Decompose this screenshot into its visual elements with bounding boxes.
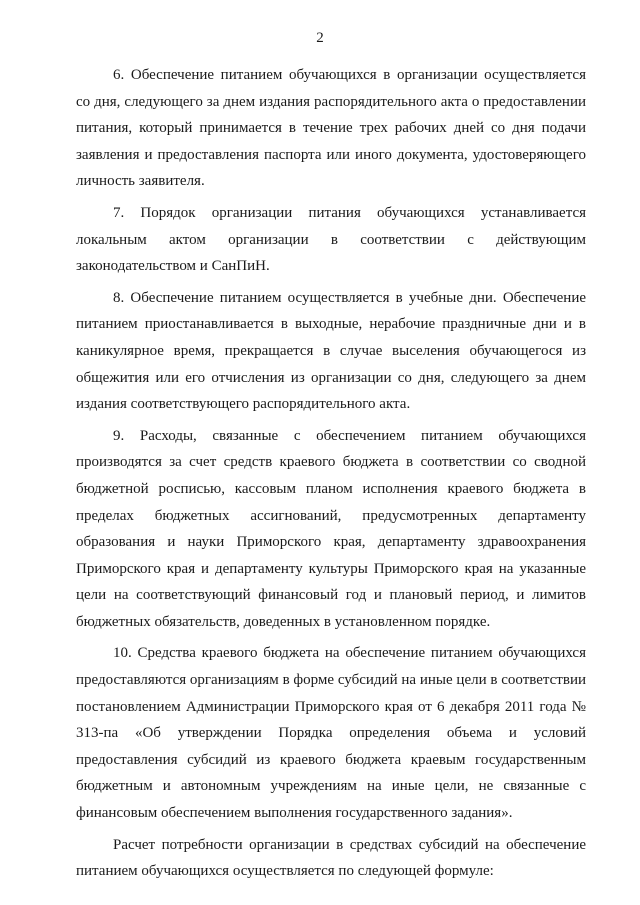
paragraph-8: 8. Обеспечение питанием осуществляется в учебные дни. Обеспечение питанием приостанавливается в выходные, нерабочие праздничные дни и в каникулярное время, прекращается в случае выселения обучающегося из общежития или его отчисления из организации со дня, следующего за днем издания соответствующего распорядительного акта. [76,289,586,413]
paragraph-7: 7. Порядок организации питания обучающихся устанавливается локальным актом организации в соответствии с действующим законодательством и СанПиН. [76,204,586,275]
page-number: 2 [316,30,324,46]
paragraph-9: 9. Расходы, связанные с обеспечением питанием обучающихся производятся за счет средств краевого бюджета в соответствии со сводной бюджетной росписью, кассовым планом исполнения краевого бюджета в пределах бюджетных ассигнований, предусмотренных департаменту образования и науки Приморского края, департаменту здравоохранения Приморского края и департаменту культуры Приморского края на указанные цели на соответствующий финансовый год и плановый период, и лимитов бюджетных обязательств, доведенных в установленном порядке. [76,427,586,630]
paragraph-10: 10. Средства краевого бюджета на обеспечение питанием обучающихся предоставляются организациям в форме субсидий на иные цели в соответствии постановлением Администрации Приморского края от 6 декабря 2011 года № 313-па «Об утверждении Порядка определения объема и условий предоставления субсидий из краевого бюджета краевым государственным бюджетным и автономным учреждениям на иные цели, не связанные с финансовым обеспечением выполнения государственного задания». [76,645,586,822]
document-body [76,62,586,885]
paragraph-6: 6. Обеспечение питанием обучающихся в организации осуществляется со дня, следующего за днем издания распорядительного акта о предоставлении питания, который принимается в течение трех рабочих дней со дня подачи заявления и предоставления паспорта или иного документа, удостоверяющего личность заявителя. [76,67,586,190]
paragraph-formula-intro: Расчет потребности организации в средствах субсидий на обеспечение питанием обучающихся осуществляется по следующей формуле: [76,836,586,880]
